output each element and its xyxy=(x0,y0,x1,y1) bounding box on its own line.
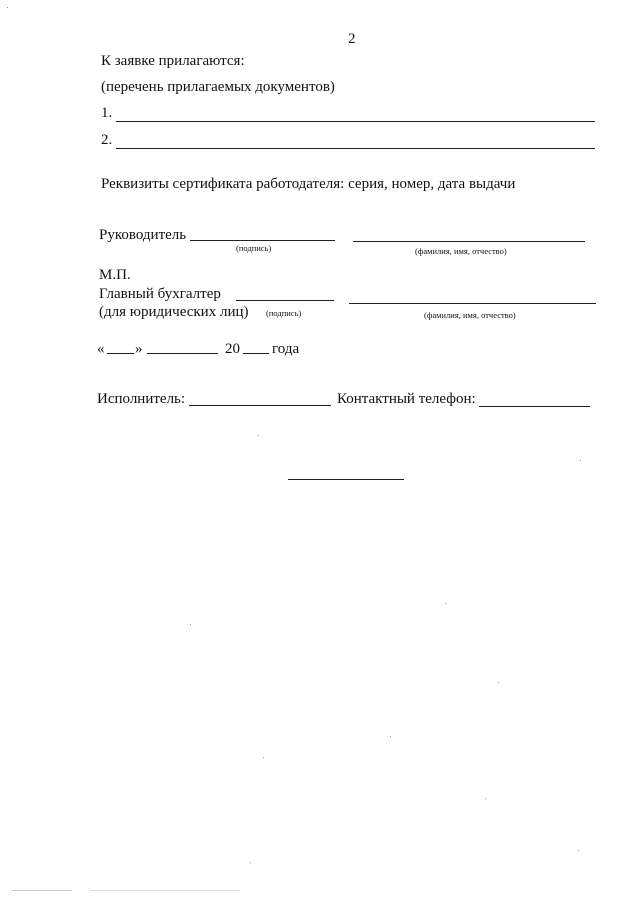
scan-speck xyxy=(498,682,499,683)
attachments-subheading: (перечень прилагаемых документов) xyxy=(101,79,335,95)
scan-speck xyxy=(578,850,579,851)
date-month-line xyxy=(147,353,218,354)
phone-line xyxy=(479,406,590,407)
executor-label: Исполнитель: xyxy=(97,391,186,407)
date-day-line xyxy=(107,353,134,354)
scan-speck xyxy=(90,890,240,891)
scan-speck xyxy=(485,798,486,799)
scan-speck xyxy=(390,736,391,737)
date-open-quote: « xyxy=(97,341,105,357)
accountant-label: Главный бухгалтер xyxy=(99,286,221,302)
page-number: 2 xyxy=(348,31,356,47)
phone-label: Контактный телефон: xyxy=(337,391,476,407)
head-name-line xyxy=(353,241,585,242)
scan-speck xyxy=(7,7,8,8)
head-label: Руководитель xyxy=(99,227,187,243)
scan-speck xyxy=(263,757,264,758)
scan-speck xyxy=(250,862,251,863)
head-signature-line xyxy=(190,240,335,241)
date-year-suffix: года xyxy=(272,341,300,357)
scan-speck xyxy=(445,603,446,604)
accountant-signature-caption: (подпись) xyxy=(266,308,302,318)
attachment-item-2-line xyxy=(116,148,595,149)
date-year-prefix: 20 xyxy=(225,341,240,357)
stamp-label: М.П. xyxy=(99,267,131,283)
scan-speck xyxy=(12,890,72,891)
attachment-item-1-number: 1. xyxy=(101,105,113,121)
attachment-item-2-number: 2. xyxy=(101,132,113,148)
scan-speck xyxy=(580,460,581,461)
date-year-line xyxy=(243,353,269,354)
attachment-item-1-line xyxy=(116,121,595,122)
accountant-sub-label: (для юридических лиц) xyxy=(99,304,249,320)
certificate-requisites: Реквизиты сертификата работодателя: серия, номер, дата выдачи xyxy=(101,176,516,192)
head-name-caption: (фамилия, имя, отчество) xyxy=(415,246,507,256)
accountant-name-line xyxy=(349,303,596,304)
scan-speck xyxy=(258,435,259,436)
head-signature-caption: (подпись) xyxy=(236,243,272,253)
date-close-quote: » xyxy=(135,341,143,357)
accountant-name-caption: (фамилия, имя, отчество) xyxy=(424,310,516,320)
attachments-heading: К заявке прилагаются: xyxy=(101,53,245,69)
scan-speck xyxy=(190,624,191,625)
accountant-signature-line xyxy=(236,300,334,301)
executor-line xyxy=(189,405,331,406)
closing-separator xyxy=(288,479,404,480)
